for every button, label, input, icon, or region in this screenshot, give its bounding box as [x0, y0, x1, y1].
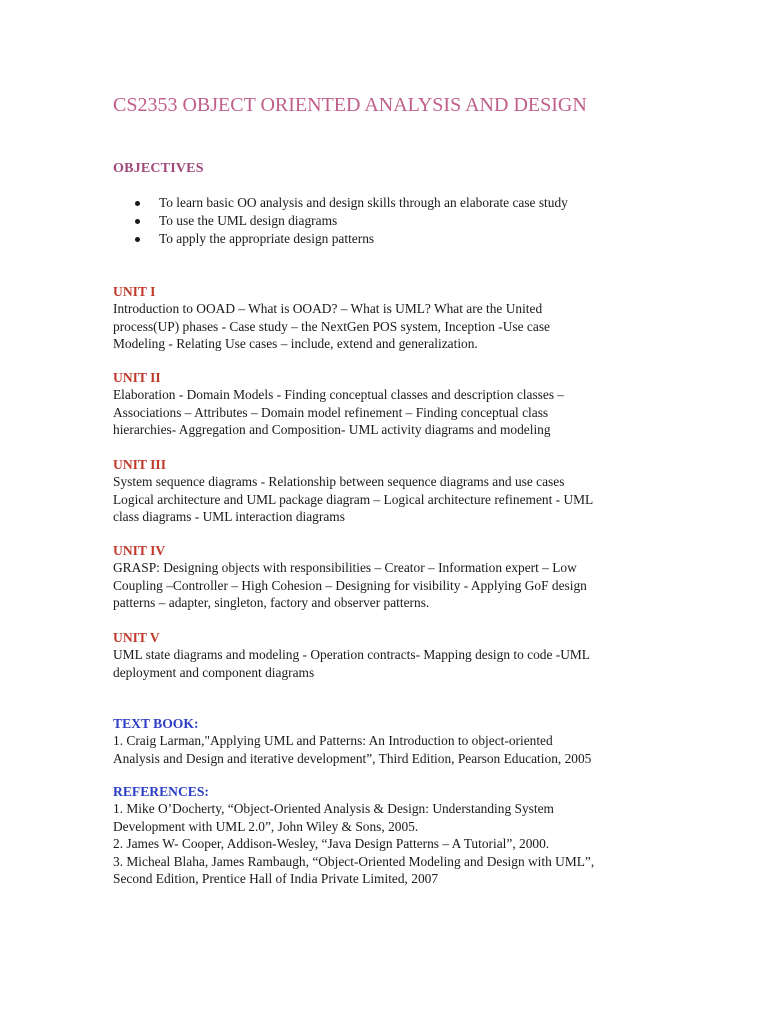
objectives-list — [113, 194, 568, 248]
objective-text: To learn basic OO analysis and design skills through an elaborate case study — [159, 195, 568, 210]
references-text: 1. Mike O’Docherty, “Object-Oriented Analysis & Design: Understanding System Development with UML 2.0”, John Wiley & Sons, 2005. 2. James W- Cooper, Addison-Wesley, “Java Design Patterns – A Tutorial”, 2000. 3. Micheal Blaha, James Rambaugh, “Object-Oriented Modeling and Design with UML”, Second Edition, Prentice Hall of India Private Limited, 2007 — [113, 801, 595, 887]
unit-2-section — [113, 369, 673, 439]
objective-item — [113, 194, 568, 212]
bullet-icon — [135, 219, 140, 224]
unit-5-text: UML state diagrams and modeling - Operation contracts- Mapping design to code -UML deployment and component diagrams — [113, 647, 590, 680]
text-book-text: 1. Craig Larman,"Applying UML and Patterns: An Introduction to object-oriented Analysis and Design and iterative development”, Third Edition, Pearson Education, 2005 — [113, 733, 592, 766]
references-section — [113, 783, 673, 888]
unit-3-section — [113, 456, 673, 526]
objective-item — [113, 212, 568, 230]
objective-text: To apply the appropriate design patterns — [159, 231, 375, 246]
unit-1-heading: UNIT I — [113, 284, 156, 299]
unit-4-section — [113, 542, 673, 612]
bullet-icon — [135, 201, 140, 206]
text-book-heading: TEXT BOOK: — [113, 716, 199, 731]
references-heading: REFERENCES: — [113, 784, 209, 799]
unit-4-text: GRASP: Designing objects with responsibilities – Creator – Information expert – Low Coupling –Controller – High Cohesion – Designing for visibility - Applying GoF design patterns – adapter, singleton, factory and observer patterns. — [113, 560, 587, 611]
objective-item — [113, 230, 568, 248]
unit-5-section — [113, 629, 673, 681]
unit-3-text: System sequence diagrams - Relationship between sequence diagrams and use cases Logical architecture and UML package diagram – Logical architecture refinement - UML class diagrams - UML interaction diagrams — [113, 474, 594, 525]
text-book-section — [113, 715, 673, 767]
bullet-icon — [135, 237, 140, 242]
unit-4-heading: UNIT IV — [113, 543, 166, 558]
objectives-heading: OBJECTIVES — [113, 161, 204, 176]
unit-3-heading: UNIT III — [113, 457, 167, 472]
unit-5-heading: UNIT V — [113, 630, 160, 645]
unit-2-heading: UNIT II — [113, 370, 161, 385]
unit-1-section — [113, 283, 673, 353]
objective-text: To use the UML design diagrams — [159, 213, 338, 228]
unit-1-text: Introduction to OOAD – What is OOAD? – What is UML? What are the United process(UP) phases - Case study – the NextGen POS system, Inception -Use case Modeling - Relating Use cases – include, extend and generalization. — [113, 301, 550, 352]
document-title: CS2353 OBJECT ORIENTED ANALYSIS AND DESIGN — [113, 94, 587, 116]
unit-2-text: Elaboration - Domain Models - Finding conceptual classes and description classes – Associations – Attributes – Domain model refinement – Finding conceptual class hierarchies- Aggregation and Composition- UML activity diagrams and modeling — [113, 387, 565, 438]
